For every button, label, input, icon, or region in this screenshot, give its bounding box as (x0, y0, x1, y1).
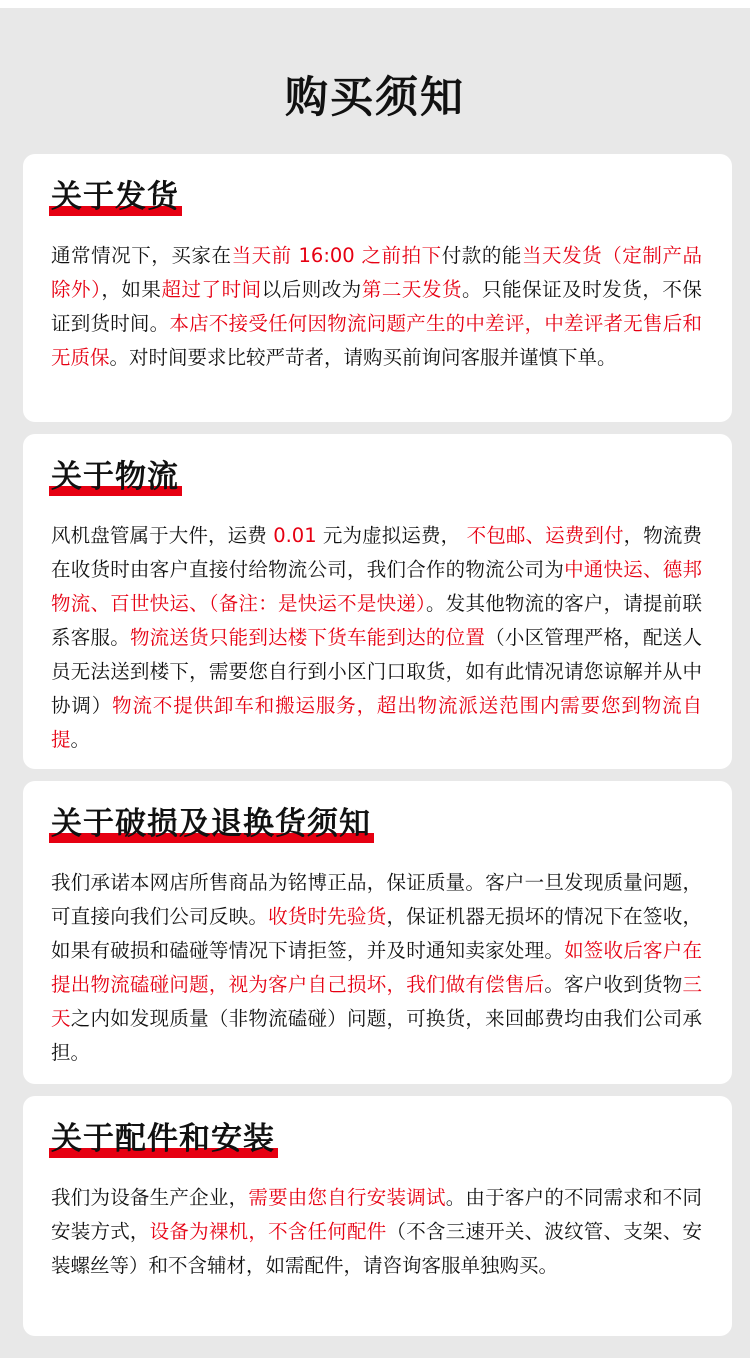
text-segment: 我们为设备生产企业， (51, 1186, 249, 1209)
highlight-segment: 收货时先验货 (268, 905, 387, 928)
highlight-segment: 第二天发货 (361, 278, 463, 301)
section-body (51, 866, 702, 1070)
highlight-segment: 本店不接受任何因物流问题产生的中差评，中差评者无售后和无质保 (51, 312, 702, 369)
text-segment: ，保证机器无损坏的情况下在签收，如果有破损和磕碰等情况下请拒签，并及时通知卖家处理。 (51, 905, 702, 962)
section-card-logistics (23, 434, 732, 769)
section-body (51, 1181, 702, 1283)
highlight-segment: 不包邮、运费到付 (466, 524, 624, 547)
section-card-accessories-installation (23, 1096, 732, 1336)
section-heading-text: 关于物流 (51, 459, 179, 495)
highlight-segment: 0.01 (273, 524, 317, 547)
section-body (51, 239, 702, 375)
section-heading (51, 175, 179, 219)
highlight-segment: 需要由您自行安装调试 (248, 1186, 446, 1209)
section-heading (51, 455, 179, 499)
text-segment: （小区管理严格，配送人员无法送到楼下，需要您自行到小区门口取货，如有此情况请您谅解并从中协调） (51, 626, 702, 717)
section-heading (51, 1117, 275, 1161)
highlight-segment: 物流送货只能到达楼下货车能到达的位置 (129, 626, 486, 649)
highlight-segment: 当天前 16:00 之前拍下 (231, 244, 442, 267)
text-segment: 我们承诺本网店所售商品为铭博正品，保证质量。客户一旦发现质量问题，可直接向我们公司反映。 (51, 871, 702, 928)
highlight-segment: 物流不提供卸车和搬运服务，超出物流派送范围内需要您到物流自提 (51, 694, 702, 751)
highlight-segment: 设备为裸机，不含任何配件 (149, 1220, 387, 1243)
highlight-segment: 超过了时间 (161, 278, 262, 301)
text-segment: 元为虚拟运费， (316, 524, 467, 547)
text-segment: 以后则改为 (261, 278, 362, 301)
top-strip (0, 0, 750, 8)
text-segment: 。 (70, 728, 91, 751)
text-segment: 。客户收到货物 (544, 973, 683, 996)
text-segment: 风机盘管属于大件，运费 (51, 524, 274, 547)
purchase-notice-page (0, 8, 750, 1358)
text-segment: ，如果 (101, 278, 162, 301)
section-body (51, 519, 702, 757)
text-segment: 之内如发现质量（非物流磕碰）问题，可换货，来回邮费均由我们公司承担。 (51, 1007, 702, 1064)
section-heading (51, 802, 371, 846)
section-heading-text: 关于破损及退换货须知 (51, 806, 371, 842)
text-segment: 。对时间要求比较严苛者，请购买前询问客服并谨慎下单。 (109, 346, 617, 369)
text-segment: ，物流费在收货时由客户直接付给物流公司，我们合作的物流公司为 (51, 524, 702, 581)
text-segment: 。由于客户的不同需求和不同安装方式， (51, 1186, 702, 1243)
text-segment: 。只能保证及时发货，不保证到货时间。 (51, 278, 702, 335)
highlight-segment: 中通快运、德邦物流、百世快运、（备注：是快运不是快递） (51, 558, 702, 615)
highlight-segment: 如签收后客户在提出物流磕碰问题，视为客户自己损坏，我们做有偿售后 (51, 939, 702, 996)
text-segment: 付款的能 (441, 244, 522, 267)
page-title: 购买须知 (285, 73, 465, 123)
section-heading-text: 关于配件和安装 (51, 1121, 275, 1157)
text-segment: （不含三速开关、波纹管、支架、安装螺丝等）和不含辅材，如需配件，请咨询客服单独购买。 (51, 1220, 702, 1277)
text-segment: 通常情况下，买家在 (51, 244, 232, 267)
section-card-shipping (23, 154, 732, 422)
section-card-damage-returns (23, 781, 732, 1084)
section-heading-text: 关于发货 (51, 179, 179, 215)
highlight-segment: 三天 (51, 973, 702, 1030)
text-segment: 。发其他物流的客户，请提前联系客服。 (51, 592, 702, 649)
highlight-segment: 当天发货（定制产品除外） (51, 244, 702, 301)
